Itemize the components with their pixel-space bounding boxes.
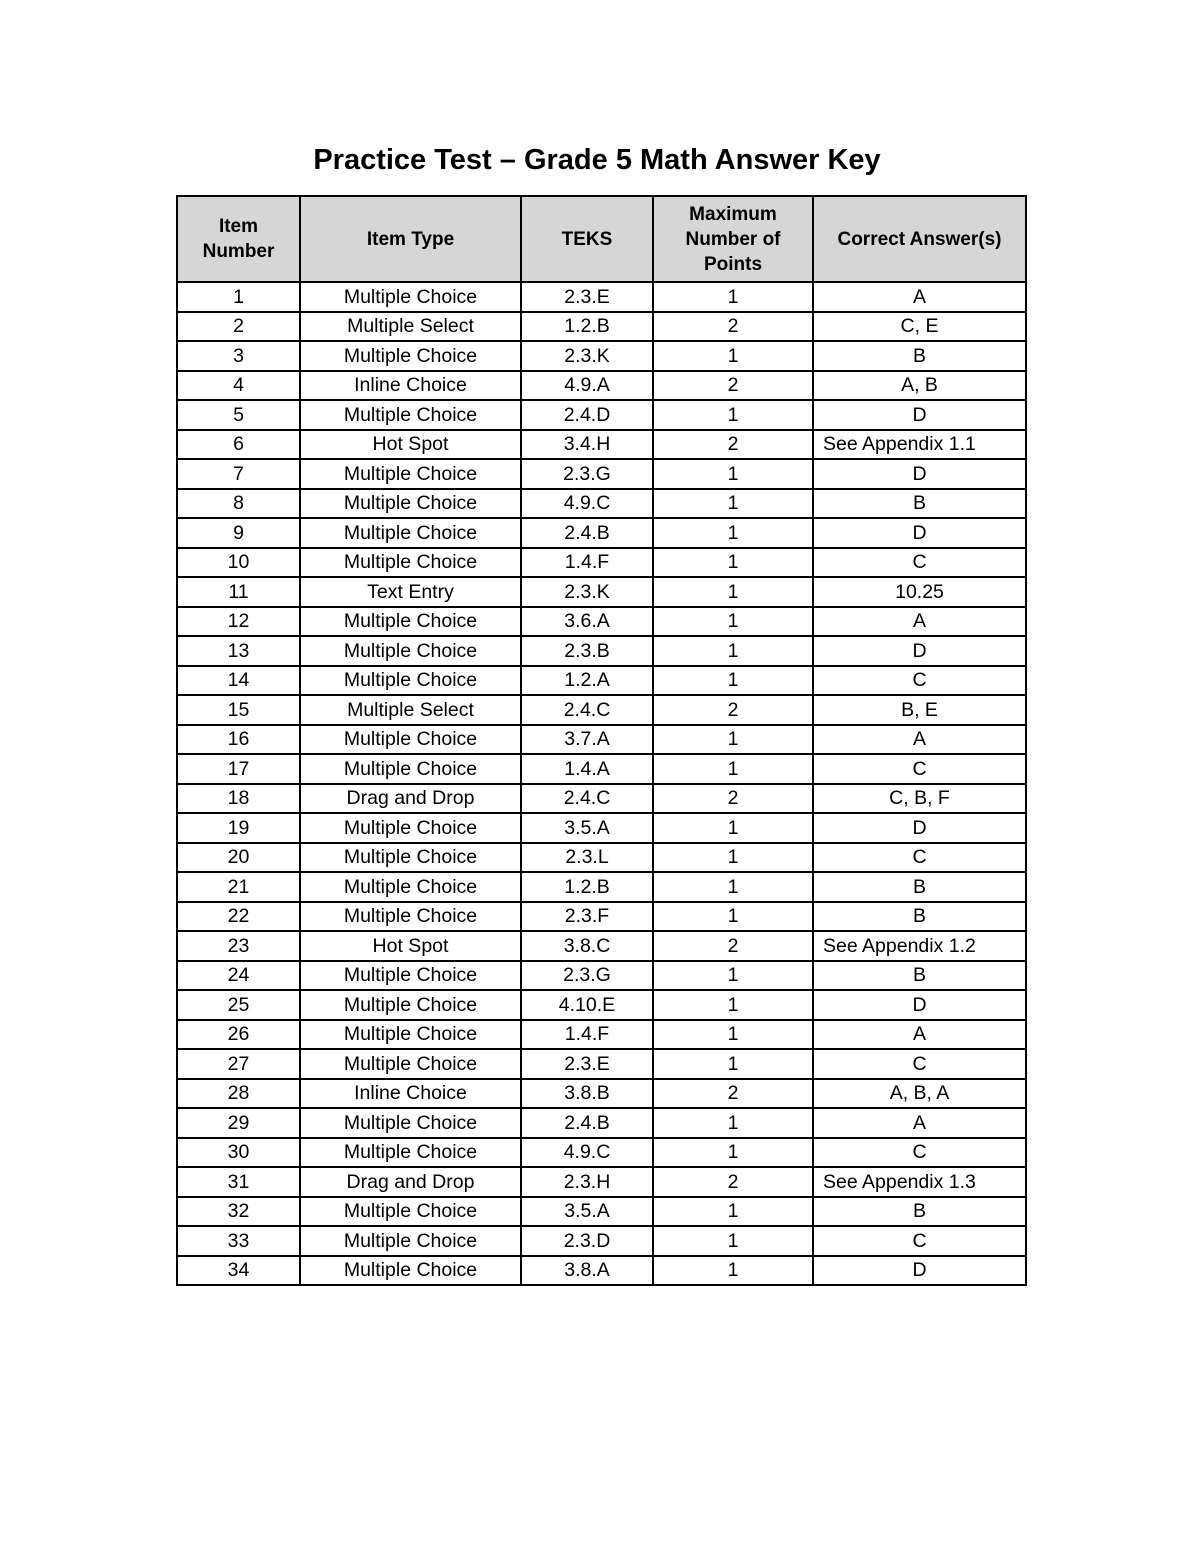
cell-item-type: Multiple Choice bbox=[300, 1020, 521, 1050]
cell-teks: 4.9.C bbox=[521, 1138, 653, 1168]
table-row bbox=[177, 902, 1026, 932]
cell-teks: 1.4.A bbox=[521, 754, 653, 784]
cell-teks: 1.2.B bbox=[521, 312, 653, 342]
cell-correct-answer: B bbox=[813, 341, 1026, 371]
cell-max-points: 2 bbox=[653, 430, 813, 460]
cell-teks: 2.3.G bbox=[521, 961, 653, 991]
table-row bbox=[177, 312, 1026, 342]
header-line: Number bbox=[202, 241, 275, 262]
table-row bbox=[177, 1256, 1026, 1286]
cell-item-type: Multiple Select bbox=[300, 695, 521, 725]
cell-item-number: 5 bbox=[177, 400, 300, 430]
cell-item-type: Multiple Choice bbox=[300, 400, 521, 430]
cell-max-points: 1 bbox=[653, 341, 813, 371]
cell-item-number: 30 bbox=[177, 1138, 300, 1168]
cell-teks: 4.9.C bbox=[521, 489, 653, 519]
table-row bbox=[177, 931, 1026, 961]
cell-item-number: 8 bbox=[177, 489, 300, 519]
cell-item-type: Hot Spot bbox=[300, 931, 521, 961]
cell-max-points: 2 bbox=[653, 312, 813, 342]
cell-correct-answer: B bbox=[813, 961, 1026, 991]
cell-correct-answer: D bbox=[813, 400, 1026, 430]
cell-max-points: 1 bbox=[653, 1226, 813, 1256]
table-row bbox=[177, 459, 1026, 489]
cell-max-points: 1 bbox=[653, 607, 813, 637]
cell-correct-answer: D bbox=[813, 813, 1026, 843]
table-row bbox=[177, 1167, 1026, 1197]
table-row bbox=[177, 636, 1026, 666]
cell-item-number: 10 bbox=[177, 548, 300, 578]
cell-teks: 2.3.B bbox=[521, 636, 653, 666]
header-line: TEKS bbox=[561, 228, 613, 250]
cell-max-points: 1 bbox=[653, 872, 813, 902]
cell-max-points: 1 bbox=[653, 990, 813, 1020]
cell-max-points: 2 bbox=[653, 784, 813, 814]
table-row bbox=[177, 1020, 1026, 1050]
cell-max-points: 1 bbox=[653, 961, 813, 991]
table-row bbox=[177, 282, 1026, 312]
cell-correct-answer: A bbox=[813, 1020, 1026, 1050]
header-item-number bbox=[177, 196, 300, 282]
header-item-type bbox=[300, 196, 521, 282]
cell-item-type: Hot Spot bbox=[300, 430, 521, 460]
cell-correct-answer: B bbox=[813, 902, 1026, 932]
cell-item-number: 2 bbox=[177, 312, 300, 342]
cell-teks: 3.8.B bbox=[521, 1079, 653, 1109]
cell-item-number: 4 bbox=[177, 371, 300, 401]
cell-item-number: 23 bbox=[177, 931, 300, 961]
cell-correct-answer: A bbox=[813, 607, 1026, 637]
header-line: Correct Answer(s) bbox=[837, 228, 1002, 250]
cell-item-number: 17 bbox=[177, 754, 300, 784]
cell-correct-answer: B bbox=[813, 1197, 1026, 1227]
cell-teks: 2.3.G bbox=[521, 459, 653, 489]
cell-item-type: Multiple Choice bbox=[300, 548, 521, 578]
cell-item-type: Multiple Choice bbox=[300, 341, 521, 371]
cell-teks: 2.4.B bbox=[521, 518, 653, 548]
table-row bbox=[177, 784, 1026, 814]
table-row bbox=[177, 872, 1026, 902]
table-row bbox=[177, 400, 1026, 430]
cell-teks: 3.4.H bbox=[521, 430, 653, 460]
cell-teks: 2.3.F bbox=[521, 902, 653, 932]
page-title: Practice Test – Grade 5 Math Answer Key bbox=[313, 144, 881, 176]
table-row bbox=[177, 754, 1026, 784]
header-correct-answers bbox=[813, 196, 1026, 282]
cell-item-number: 34 bbox=[177, 1256, 300, 1286]
cell-max-points: 1 bbox=[653, 843, 813, 873]
cell-item-number: 22 bbox=[177, 902, 300, 932]
cell-item-type: Inline Choice bbox=[300, 371, 521, 401]
cell-max-points: 2 bbox=[653, 695, 813, 725]
table-row bbox=[177, 371, 1026, 401]
cell-item-number: 16 bbox=[177, 725, 300, 755]
cell-teks: 1.2.B bbox=[521, 872, 653, 902]
table-row bbox=[177, 1049, 1026, 1079]
cell-teks: 3.8.A bbox=[521, 1256, 653, 1286]
cell-teks: 3.5.A bbox=[521, 1197, 653, 1227]
header-teks bbox=[521, 196, 653, 282]
table-row bbox=[177, 813, 1026, 843]
cell-item-number: 18 bbox=[177, 784, 300, 814]
cell-item-type: Multiple Choice bbox=[300, 843, 521, 873]
cell-teks: 3.6.A bbox=[521, 607, 653, 637]
cell-teks: 2.3.H bbox=[521, 1167, 653, 1197]
cell-item-number: 25 bbox=[177, 990, 300, 1020]
cell-max-points: 1 bbox=[653, 548, 813, 578]
cell-max-points: 1 bbox=[653, 754, 813, 784]
cell-item-type: Multiple Choice bbox=[300, 636, 521, 666]
cell-teks: 2.3.K bbox=[521, 341, 653, 371]
cell-max-points: 1 bbox=[653, 902, 813, 932]
cell-max-points: 1 bbox=[653, 459, 813, 489]
cell-correct-answer: See Appendix 1.1 bbox=[813, 430, 1026, 460]
header-max-points bbox=[653, 196, 813, 282]
cell-item-number: 14 bbox=[177, 666, 300, 696]
cell-correct-answer: A bbox=[813, 725, 1026, 755]
cell-max-points: 1 bbox=[653, 813, 813, 843]
cell-correct-answer: See Appendix 1.2 bbox=[813, 931, 1026, 961]
cell-item-number: 32 bbox=[177, 1197, 300, 1227]
cell-teks: 2.4.D bbox=[521, 400, 653, 430]
cell-teks: 3.5.A bbox=[521, 813, 653, 843]
cell-teks: 3.7.A bbox=[521, 725, 653, 755]
cell-teks: 2.3.K bbox=[521, 577, 653, 607]
cell-teks: 2.3.E bbox=[521, 1049, 653, 1079]
table-row bbox=[177, 961, 1026, 991]
header-line: Item bbox=[218, 216, 259, 237]
cell-item-type: Multiple Choice bbox=[300, 872, 521, 902]
header-line: Item Type bbox=[366, 228, 455, 250]
cell-correct-answer: B bbox=[813, 489, 1026, 519]
cell-item-type: Multiple Choice bbox=[300, 1226, 521, 1256]
cell-correct-answer: C, B, F bbox=[813, 784, 1026, 814]
table-row bbox=[177, 990, 1026, 1020]
cell-correct-answer: A bbox=[813, 282, 1026, 312]
table-body bbox=[177, 282, 1026, 1285]
cell-correct-answer: See Appendix 1.3 bbox=[813, 1167, 1026, 1197]
cell-item-type: Multiple Choice bbox=[300, 902, 521, 932]
cell-correct-answer: C bbox=[813, 754, 1026, 784]
cell-correct-answer: 10.25 bbox=[813, 577, 1026, 607]
table-row bbox=[177, 1138, 1026, 1168]
cell-correct-answer: D bbox=[813, 1256, 1026, 1286]
cell-item-number: 28 bbox=[177, 1079, 300, 1109]
cell-item-number: 21 bbox=[177, 872, 300, 902]
cell-correct-answer: A bbox=[813, 1108, 1026, 1138]
cell-max-points: 1 bbox=[653, 489, 813, 519]
cell-correct-answer: C, E bbox=[813, 312, 1026, 342]
cell-correct-answer: D bbox=[813, 518, 1026, 548]
cell-max-points: 1 bbox=[653, 1197, 813, 1227]
cell-item-number: 29 bbox=[177, 1108, 300, 1138]
cell-item-type: Multiple Choice bbox=[300, 489, 521, 519]
cell-max-points: 2 bbox=[653, 1167, 813, 1197]
cell-teks: 4.9.A bbox=[521, 371, 653, 401]
cell-teks: 2.4.C bbox=[521, 695, 653, 725]
cell-max-points: 1 bbox=[653, 1138, 813, 1168]
cell-item-number: 24 bbox=[177, 961, 300, 991]
cell-item-type: Multiple Choice bbox=[300, 961, 521, 991]
cell-item-number: 3 bbox=[177, 341, 300, 371]
table-row bbox=[177, 548, 1026, 578]
cell-item-type: Multiple Choice bbox=[300, 990, 521, 1020]
cell-item-number: 26 bbox=[177, 1020, 300, 1050]
cell-max-points: 1 bbox=[653, 1108, 813, 1138]
table-row bbox=[177, 1226, 1026, 1256]
cell-teks: 1.2.A bbox=[521, 666, 653, 696]
cell-item-number: 31 bbox=[177, 1167, 300, 1197]
table-row bbox=[177, 430, 1026, 460]
table-row bbox=[177, 695, 1026, 725]
cell-teks: 2.4.C bbox=[521, 784, 653, 814]
cell-max-points: 1 bbox=[653, 577, 813, 607]
table-row bbox=[177, 666, 1026, 696]
cell-item-type: Drag and Drop bbox=[300, 784, 521, 814]
table-row bbox=[177, 843, 1026, 873]
table-row bbox=[177, 1108, 1026, 1138]
cell-teks: 2.3.L bbox=[521, 843, 653, 873]
cell-teks: 4.10.E bbox=[521, 990, 653, 1020]
cell-teks: 2.4.B bbox=[521, 1108, 653, 1138]
cell-item-type: Multiple Choice bbox=[300, 666, 521, 696]
table-row bbox=[177, 577, 1026, 607]
cell-correct-answer: C bbox=[813, 843, 1026, 873]
cell-correct-answer: C bbox=[813, 666, 1026, 696]
cell-item-number: 15 bbox=[177, 695, 300, 725]
cell-max-points: 1 bbox=[653, 400, 813, 430]
header-row bbox=[177, 196, 1026, 282]
cell-correct-answer: D bbox=[813, 459, 1026, 489]
cell-item-type: Multiple Choice bbox=[300, 725, 521, 755]
cell-teks: 3.8.C bbox=[521, 931, 653, 961]
cell-max-points: 2 bbox=[653, 371, 813, 401]
cell-correct-answer: B, E bbox=[813, 695, 1026, 725]
cell-item-type: Multiple Choice bbox=[300, 1108, 521, 1138]
cell-item-type: Text Entry bbox=[300, 577, 521, 607]
answer-key-table bbox=[176, 195, 1027, 1286]
cell-max-points: 2 bbox=[653, 1079, 813, 1109]
table-row bbox=[177, 489, 1026, 519]
table-row bbox=[177, 1197, 1026, 1227]
cell-correct-answer: B bbox=[813, 872, 1026, 902]
cell-item-type: Multiple Choice bbox=[300, 1197, 521, 1227]
table-row bbox=[177, 607, 1026, 637]
cell-item-number: 27 bbox=[177, 1049, 300, 1079]
cell-max-points: 1 bbox=[653, 518, 813, 548]
cell-max-points: 1 bbox=[653, 636, 813, 666]
cell-item-type: Multiple Select bbox=[300, 312, 521, 342]
cell-max-points: 2 bbox=[653, 931, 813, 961]
cell-item-type: Multiple Choice bbox=[300, 813, 521, 843]
cell-max-points: 1 bbox=[653, 1256, 813, 1286]
cell-item-number: 12 bbox=[177, 607, 300, 637]
cell-correct-answer: D bbox=[813, 990, 1026, 1020]
header-line: Maximum bbox=[689, 203, 777, 225]
cell-max-points: 1 bbox=[653, 725, 813, 755]
cell-item-type: Multiple Choice bbox=[300, 1138, 521, 1168]
cell-correct-answer: C bbox=[813, 548, 1026, 578]
cell-item-type: Multiple Choice bbox=[300, 607, 521, 637]
cell-correct-answer: A, B, A bbox=[813, 1079, 1026, 1109]
header-line: Points bbox=[703, 253, 763, 275]
cell-max-points: 1 bbox=[653, 666, 813, 696]
table-row bbox=[177, 1079, 1026, 1109]
table-row bbox=[177, 341, 1026, 371]
cell-item-type: Drag and Drop bbox=[300, 1167, 521, 1197]
cell-item-type: Multiple Choice bbox=[300, 754, 521, 784]
cell-max-points: 1 bbox=[653, 282, 813, 312]
table-row bbox=[177, 518, 1026, 548]
cell-item-number: 20 bbox=[177, 843, 300, 873]
cell-correct-answer: C bbox=[813, 1226, 1026, 1256]
cell-item-number: 7 bbox=[177, 459, 300, 489]
table-row bbox=[177, 725, 1026, 755]
cell-correct-answer: C bbox=[813, 1049, 1026, 1079]
cell-item-number: 11 bbox=[177, 577, 300, 607]
cell-teks: 2.3.D bbox=[521, 1226, 653, 1256]
cell-item-number: 1 bbox=[177, 282, 300, 312]
cell-teks: 2.3.E bbox=[521, 282, 653, 312]
cell-correct-answer: C bbox=[813, 1138, 1026, 1168]
cell-item-type: Inline Choice bbox=[300, 1079, 521, 1109]
cell-item-type: Multiple Choice bbox=[300, 1049, 521, 1079]
cell-item-number: 6 bbox=[177, 430, 300, 460]
cell-item-type: Multiple Choice bbox=[300, 282, 521, 312]
cell-item-number: 19 bbox=[177, 813, 300, 843]
cell-item-number: 33 bbox=[177, 1226, 300, 1256]
header-line: Number of bbox=[685, 228, 781, 250]
cell-item-number: 9 bbox=[177, 518, 300, 548]
cell-item-number: 13 bbox=[177, 636, 300, 666]
cell-max-points: 1 bbox=[653, 1049, 813, 1079]
cell-max-points: 1 bbox=[653, 1020, 813, 1050]
cell-teks: 1.4.F bbox=[521, 548, 653, 578]
cell-item-type: Multiple Choice bbox=[300, 1256, 521, 1286]
cell-item-type: Multiple Choice bbox=[300, 459, 521, 489]
cell-correct-answer: D bbox=[813, 636, 1026, 666]
cell-correct-answer: A, B bbox=[813, 371, 1026, 401]
cell-item-type: Multiple Choice bbox=[300, 518, 521, 548]
cell-teks: 1.4.F bbox=[521, 1020, 653, 1050]
